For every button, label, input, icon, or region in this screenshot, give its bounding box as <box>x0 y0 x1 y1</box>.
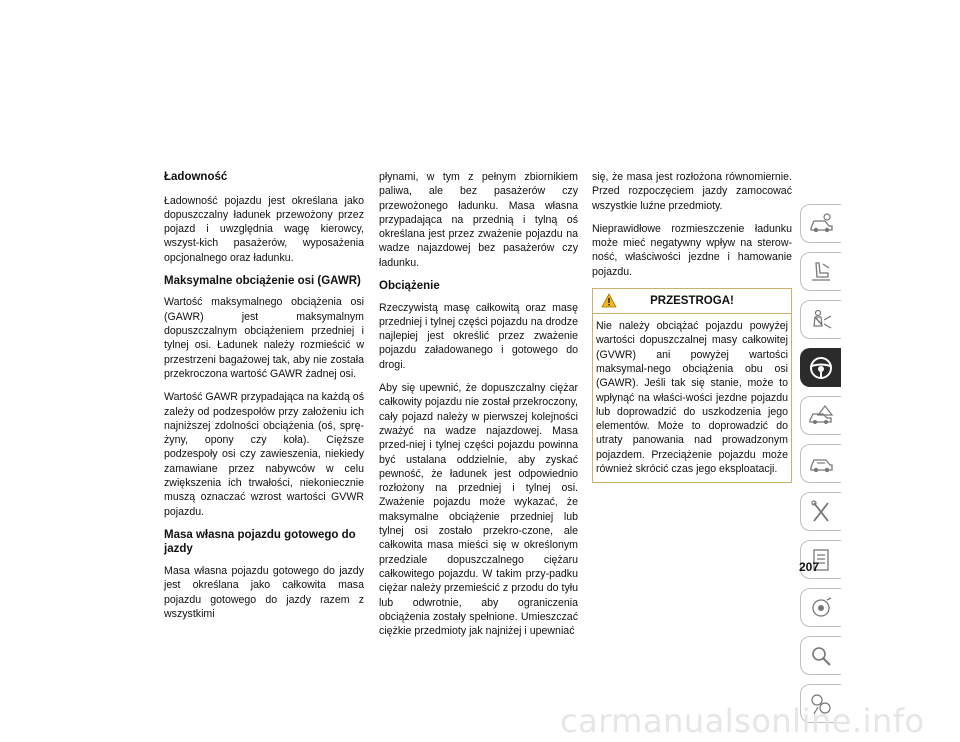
tab-car-seat[interactable] <box>800 252 841 291</box>
car-seat-icon <box>807 258 835 286</box>
column-1 <box>164 170 364 630</box>
car-warning-icon <box>807 402 835 430</box>
tab-car-service[interactable] <box>800 444 841 483</box>
steering-wheel-icon <box>807 354 835 382</box>
warning-title: PRZESTROGA! <box>650 295 734 308</box>
car-info-icon <box>807 210 835 238</box>
warning-triangle-icon <box>601 293 617 308</box>
car-belt-icon <box>807 306 835 334</box>
chapter-tabs <box>800 204 842 732</box>
audio-icon <box>807 594 835 622</box>
warning-text: Nie należy obciążać pojazdu powyżej wartości dopuszczalnej masy całkowitej (GVWR) ani powyżej wartości maksymal-nego obciążenia obu osi (GAWR). Jeśli tak się stanie, może to wpłynąć na właści-wości jezdne pojazdu lub doprowadzić do uszkodzenia jego elementów. Może to doprowadzić do utraty panowania nad prowadzonym pojazdem. Przeciążenie pojazdu może również skrócić czas jego eksploatacji. <box>596 320 788 476</box>
paragraph: się, że masa jest rozłożona równomiernie. Przed rozpoczęciem jazdy zamocować wszystkie luźne przedmioty. <box>592 171 792 212</box>
paragraph: Wartość maksymalnego obciążenia osi (GAWR) jest maksymalnym dopuszczalnym obciążeniem przedniej i tylnej osi. Ładunek należy rozmieścić w przestrzeni bagażowej tak, aby nie została przekroczona wartość GAWR żadnej osi. <box>164 296 364 380</box>
tab-car-info[interactable] <box>800 204 841 243</box>
page-number: 207 <box>799 560 820 574</box>
paragraph: Nieprawidłowe rozmieszczenie ładunku może mieć negatywny wpływ na sterow-ność, właściwości jezdne i hamowanie pojazdu. <box>592 222 792 278</box>
column-2 <box>379 170 578 647</box>
paragraph: Masa własna pojazdu gotowego do jazdy jest określana jako całkowita masa pojazdu gotowego do jazdy razem z wszystkimi <box>164 564 364 620</box>
heading-ladownosc: Ładowność <box>164 171 228 183</box>
tab-car-warning[interactable] <box>800 396 841 435</box>
tab-car-belt[interactable] <box>800 300 841 339</box>
heading-gawr: Maksymalne obciążenie osi (GAWR) <box>164 274 361 287</box>
search-icon <box>807 642 835 670</box>
paragraph: Wartość GAWR przypadająca na każdą oś zależy od podzespołów przy założeniu ich najniższej zdolności obciążenia (oś, sprę-żyny, opony czy koła). Cięższe podzespoły osi czy zawieszenia, niekiedy zamawiane przez nabywców w celu zwiększenia ich trwałości, niekoniecznie muszą oznaczać wzrost wartości GVWR pojazdu. <box>164 391 364 518</box>
heading-masa-wlasna: Masa własna pojazdu gotowego do jazdy <box>164 528 356 556</box>
heading-obciazenie: Obciążenie <box>379 280 440 293</box>
paragraph: Ładowność pojazdu jest określana jako dopuszczalny ładunek przewożony przez pojazd i uwzględnia wagę kierowcy, wszyst-kich pasażerów, wyposażenia opcjonalnego oraz ładunku. <box>164 194 364 264</box>
column-3 <box>592 170 792 483</box>
tab-driving[interactable] <box>800 348 841 387</box>
warning-box <box>592 288 792 483</box>
tab-tools[interactable] <box>800 492 841 531</box>
paragraph: Rzeczywistą masę całkowitą oraz masę przedniej i tylnej części pojazdu na drodze najlepiej jest określić przez zważenie pojazdu załadowanego i gotowego do drogi. <box>379 301 578 371</box>
tab-search[interactable] <box>800 636 841 675</box>
car-service-icon <box>807 450 835 478</box>
paragraph: płynami, w tym z pełnym zbiornikiem paliwa, ale bez pasażerów czy przewożonego ładunku. Masa własna przypadająca na przednią i tylną oś określana jest przez zważenie pojazdu na wadze najazdowej bez pasażerów czy ładunku. <box>379 171 578 269</box>
tools-icon <box>807 498 835 526</box>
warning-header <box>593 289 791 314</box>
paragraph: Aby się upewnić, że dopuszczalny ciężar całkowity pojazdu nie został przekroczony, cały pojazd należy w pierwszej kolejności zważyć na wadze najazdowej. Masa przed-niej i tylnej części pojazdu powinna być ustalana oddzielnie, aby zyskać pewność, że ładunek jest odpowiednio rozłożony na przedniej i tylnej osi. Zważenie pojazdu może wykazać, że maksymalne obciążenie przedniej lub tylnej osi zostało przekro-czone, ale całkowita masa mieści się w określonym przedziale dopuszczalnego ciężaru całkowitego pojazdu. W takim przy-padku ciężar należy przemieścić z przodu do tyłu lub odwrotnie, aby ograniczenia obciążenia zostały spełnione. Umieszczać ciężkie przedmioty jak najniżej i upewniać <box>379 382 578 638</box>
warning-body <box>593 314 791 482</box>
tab-audio[interactable] <box>800 588 841 627</box>
watermark: carmanualsonline.info <box>560 702 925 740</box>
